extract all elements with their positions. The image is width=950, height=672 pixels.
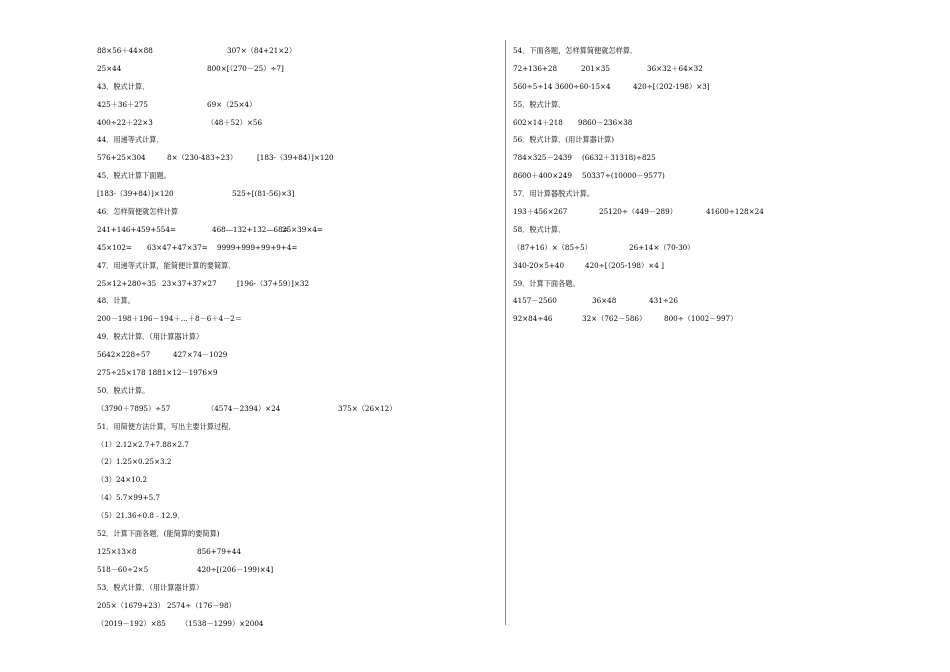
problem-row (97, 565, 497, 583)
math-expression: 8600＋400×249 (513, 171, 572, 181)
math-expression: 25120÷（449－289） (599, 207, 677, 217)
math-expression: 69×（25×4） (207, 99, 257, 109)
math-expression: 25×39×4= (282, 224, 323, 234)
math-expression: 420÷[（202-198）×3] (633, 81, 710, 91)
math-expression: 63×47+47×37= (147, 242, 208, 252)
problem-row (513, 118, 853, 136)
problem-row (513, 64, 853, 82)
math-expression: [183-（39+84）]×120 (257, 153, 334, 163)
math-expression: （87+16）×（85÷5） (513, 242, 592, 252)
math-expression: 9999+999+99+9+4= (217, 242, 298, 252)
problem-heading (97, 82, 497, 100)
heading-text: 55．脱式计算． (513, 99, 566, 109)
problem-heading (97, 422, 497, 440)
math-expression: 3600÷60-15×4 (555, 81, 611, 91)
math-expression: 8×（230-483÷23） (167, 153, 238, 163)
problem-row (97, 511, 497, 529)
problem-row (97, 368, 497, 386)
problem-row (97, 100, 497, 118)
problem-heading (97, 296, 497, 314)
math-expression: 193＋456×267 (513, 207, 568, 217)
heading-text: 47．用递等式计算，能简便计算的要简算． (97, 260, 236, 270)
heading-text: 43．脱式计算． (97, 81, 150, 91)
heading-text: 48．计算。 (97, 296, 135, 306)
math-expression: （3790＋7895）÷57 (97, 403, 171, 413)
math-expression: （4）5.7×99+5.7 (97, 493, 160, 503)
math-expression: （2）1.25×0.25×3.2 (97, 457, 172, 467)
heading-text: 44．用递等式计算． (97, 135, 164, 145)
math-expression: 41600÷128×24 (706, 207, 764, 217)
math-expression: 856+79+44 (197, 546, 242, 556)
math-expression: 576+25×304 (97, 153, 146, 163)
math-expression: 4157－2560 (513, 296, 557, 306)
math-expression: 125×13×8 (97, 546, 137, 556)
problem-row (97, 46, 497, 64)
right-column (513, 46, 853, 332)
math-expression: （1538－1299）×2004 (181, 618, 264, 628)
math-expression: 23×37+37×27 (162, 278, 217, 288)
math-expression: 36×32＋64×32 (647, 63, 703, 73)
heading-text: 57．用计算器脱式计算。 (513, 189, 595, 199)
math-expression: （3）24×10.2 (97, 475, 148, 485)
math-expression: [183-（39+84）]×120 (97, 189, 174, 199)
math-expression: 602×14＋218 (513, 117, 563, 127)
problem-row (97, 225, 497, 243)
math-expression: 400÷22＋22×3 (97, 117, 153, 127)
heading-text: 45．脱式计算下面题。 (97, 171, 171, 181)
math-expression: 50337÷(10000－9577) (582, 171, 665, 181)
math-expression: 92×84÷46 (513, 314, 553, 324)
math-expression: 307×（84+21×2） (227, 46, 297, 55)
math-expression: 205×（1679+23） (97, 600, 165, 610)
problem-row (97, 601, 497, 619)
problem-row (97, 118, 497, 136)
math-expression: 340-20×5+40 (513, 260, 565, 270)
problem-row (513, 261, 853, 279)
problem-row (97, 350, 497, 368)
math-expression: 241+146+459+554= (97, 224, 176, 234)
problem-heading (513, 189, 853, 207)
math-expression: [196-（37+59）]×32 (237, 278, 310, 288)
math-expression: 468—132+132—68= (212, 224, 289, 234)
math-expression: 36×48 (592, 296, 617, 306)
problem-heading (97, 135, 497, 153)
problem-row (97, 440, 497, 458)
math-expression: 425＋36＋275 (97, 99, 148, 109)
math-expression: 26+14×（70-30） (629, 242, 695, 252)
math-expression: （5）21.36÷0.8﹣12.9． (97, 511, 185, 521)
heading-text: 56．脱式计算．(用计算器计算) (513, 135, 615, 145)
heading-text: 49．脱式计算．（用计算器计算） (97, 332, 204, 342)
math-expression: 275÷25×178 (97, 368, 146, 378)
math-expression: 45×102= (97, 242, 132, 252)
problem-row (97, 619, 497, 637)
math-expression: 525÷[(81-56)×3] (232, 189, 295, 199)
problem-row (513, 171, 853, 189)
math-expression: (6632＋31318)÷825 (582, 153, 656, 163)
math-expression: 427×74－1029 (173, 350, 228, 360)
math-expression: 2574÷（176－98） (167, 600, 236, 610)
problem-row (97, 475, 497, 493)
problem-row (513, 82, 853, 100)
math-expression: 25×44 (97, 63, 122, 73)
problem-heading (513, 46, 853, 64)
heading-text: 51．用简便方法计算，写出主要计算过程． (97, 421, 236, 431)
math-expression: 201×35 (581, 63, 610, 73)
problem-row (97, 314, 497, 332)
heading-text: 59．计算下面各题。 (513, 278, 580, 288)
math-expression: 800×[（270－25）÷7] (207, 63, 284, 73)
math-expression: 431÷26 (649, 296, 678, 306)
column-divider (505, 40, 506, 625)
problem-row (97, 64, 497, 82)
math-expression: 560÷5÷14 (513, 81, 553, 91)
problem-row (513, 296, 853, 314)
problem-row (97, 404, 497, 422)
problem-row (513, 314, 853, 332)
math-expression: （48＋52）×56 (207, 117, 263, 127)
problem-heading (97, 529, 497, 547)
problem-heading (97, 207, 497, 225)
math-expression: 25×12+280÷35 (97, 278, 157, 288)
problem-row (97, 457, 497, 475)
math-expression: 420÷[（205-198）×4 ] (585, 260, 664, 270)
problem-heading (513, 279, 853, 297)
math-expression: 800÷（1002－997） (664, 314, 738, 324)
problem-heading (513, 225, 853, 243)
problem-heading (97, 261, 497, 279)
math-expression: 5642×228÷57 (97, 350, 151, 360)
problem-heading (97, 332, 497, 350)
math-expression: 200－198＋196－194＋…＋8－6＋4－2＝ (97, 314, 243, 324)
problem-heading (97, 171, 497, 189)
math-expression: 1881×12－1976×9 (148, 368, 218, 378)
math-expression: 88×56＋44×88 (97, 46, 153, 55)
problem-row (97, 189, 497, 207)
problem-row (97, 493, 497, 511)
problem-row (97, 547, 497, 565)
problem-row (513, 207, 853, 225)
problem-row (513, 243, 853, 261)
math-expression: 420÷[(206－199)×4] (197, 564, 274, 574)
heading-text: 54．下面各题，怎样算简便就怎样算． (513, 46, 638, 55)
heading-text: 52．计算下面各题．(能简算的要简算) (97, 529, 220, 539)
problem-row (97, 153, 497, 171)
problem-heading (97, 386, 497, 404)
heading-text: 46．怎样简便就怎样计算 (97, 207, 179, 217)
problem-heading (513, 100, 853, 118)
problem-row (513, 153, 853, 171)
heading-text: 58．脱式计算． (513, 224, 566, 234)
math-expression: 72+136+28 (513, 63, 558, 73)
math-expression: （4574－2394）×24 (207, 403, 281, 413)
heading-text: 53．脱式计算．（用计算器计算） (97, 582, 204, 592)
problem-heading (97, 583, 497, 601)
left-column (97, 46, 497, 636)
math-expression: 9860－236×38 (578, 117, 633, 127)
math-expression: 784×325－2439 (513, 153, 572, 163)
problem-heading (513, 135, 853, 153)
math-expression: （2019－192）×85 (97, 618, 166, 628)
heading-text: 50．脱式计算。 (97, 385, 150, 395)
math-expression: 375×（26×12） (338, 403, 397, 413)
problem-row (97, 279, 497, 297)
problem-row (97, 243, 497, 261)
math-expression: 32×（762－586） (582, 314, 647, 324)
math-expression: （1）2.12×2.7+7.88×2.7 (97, 439, 189, 449)
math-expression: 518－60÷2×5 (97, 564, 149, 574)
